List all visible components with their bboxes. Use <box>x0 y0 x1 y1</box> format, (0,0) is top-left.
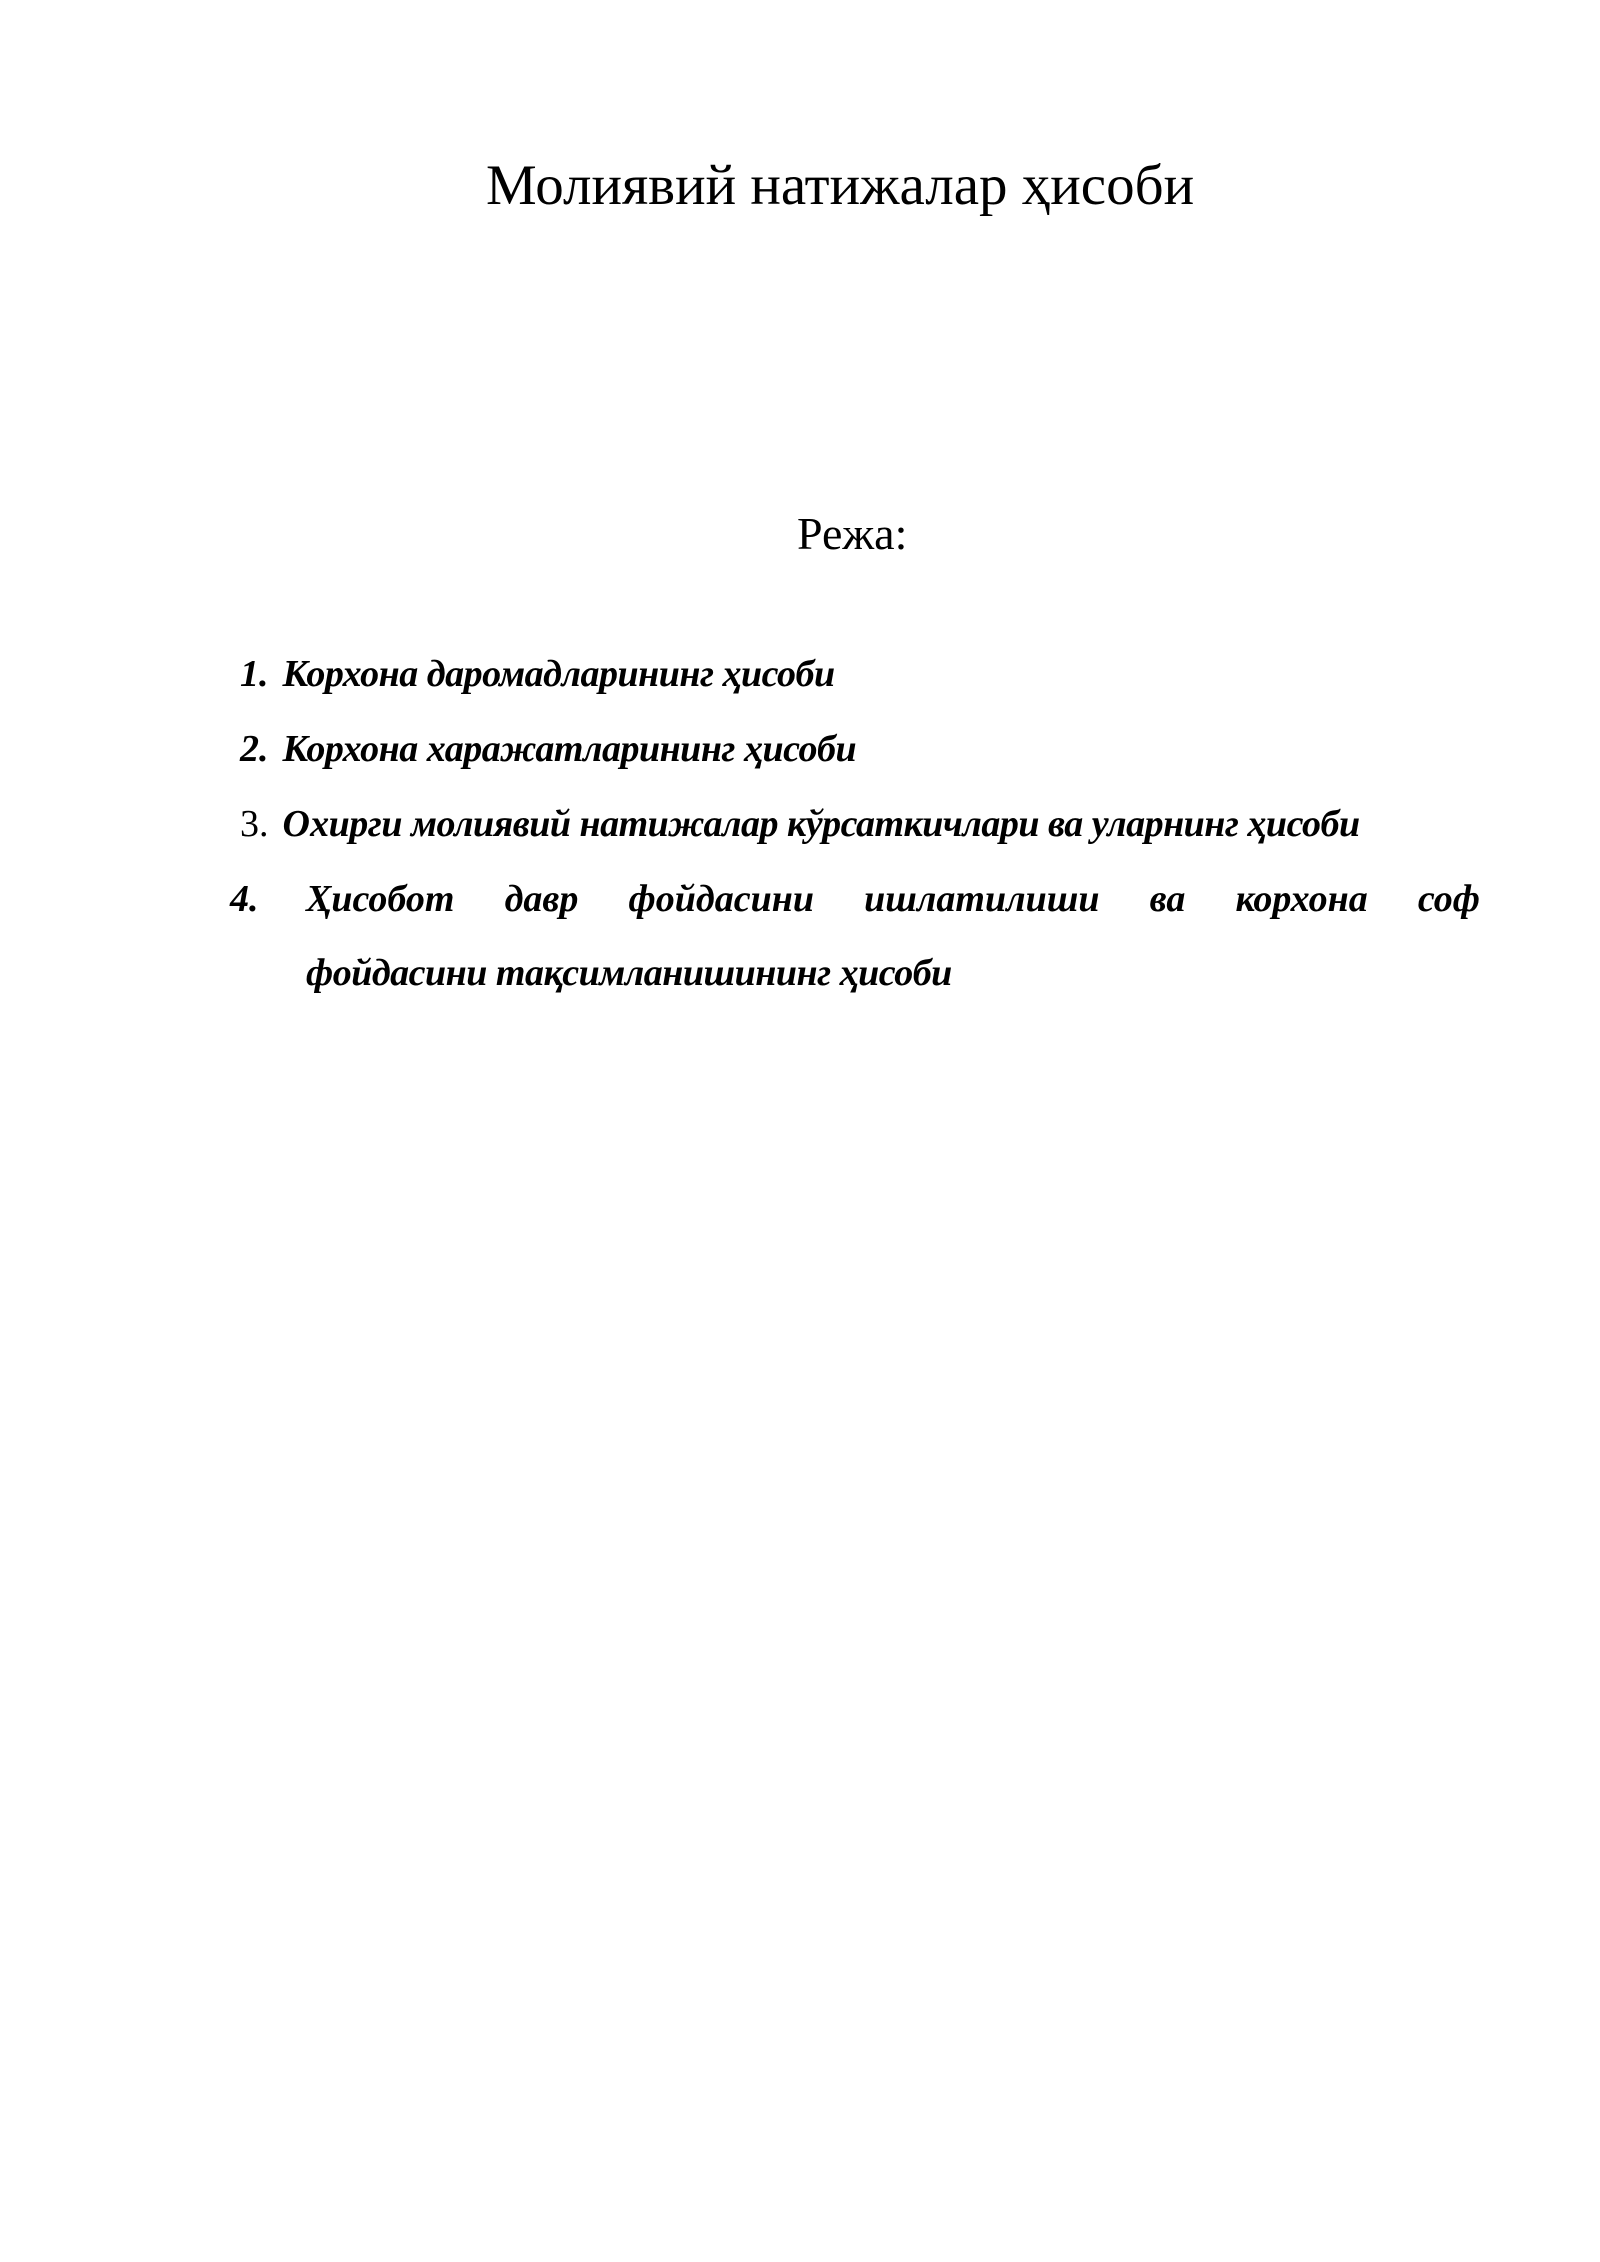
plan-item <box>240 652 835 698</box>
plan-item-word: ва <box>1149 878 1186 920</box>
plan-item-text-line2: фойдасини тақсимланишининг ҳисоби <box>306 952 952 994</box>
plan-item-word: Ҳисобот <box>306 878 455 920</box>
plan-item-word: ишлатилиши <box>864 878 1100 920</box>
plan-heading: Режа: <box>797 508 908 559</box>
plan-item <box>240 802 1360 848</box>
plan-item-word: давр <box>504 878 579 920</box>
plan-item-word: соф <box>1417 878 1480 920</box>
plan-item-text: Корхона даромадларининг ҳисоби <box>282 653 835 695</box>
plan-item-word: фойдасини <box>628 878 814 920</box>
plan-item-number: 1. <box>240 653 269 695</box>
plan-item-text: Охирги молиявий натижалар кўрсаткичлари ва уларнинг ҳисоби <box>282 803 1360 845</box>
plan-item-text: Корхона харажатларининг ҳисоби <box>282 728 857 770</box>
plan-item <box>240 727 856 773</box>
document-title: Молиявий натижалар ҳисоби <box>486 154 1195 217</box>
plan-item-text-line1 <box>306 877 1480 923</box>
plan-item-number: 4. <box>230 878 259 920</box>
plan-item-word: корхона <box>1235 878 1368 920</box>
plan-item-number: 3. <box>240 803 269 845</box>
plan-item-number: 2. <box>240 728 269 770</box>
